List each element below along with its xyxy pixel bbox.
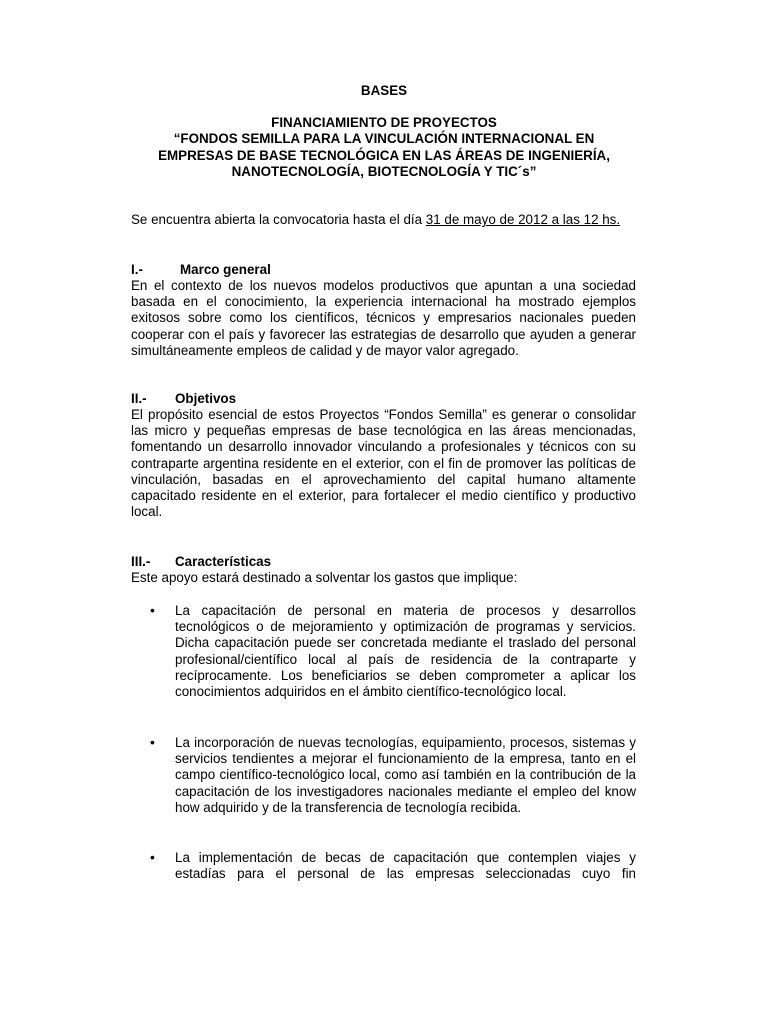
- section-3-intro: Este apoyo estará destinado a solventar los gastos que implique:: [131, 570, 518, 585]
- title-line-3: NANOTECNOLOGÍA, BIOTECNOLOGÍA Y TIC´s”: [231, 164, 537, 179]
- section-3-number: III.-: [131, 554, 151, 569]
- bases-heading: BASES: [360, 83, 408, 98]
- bullet-icon: •: [150, 602, 155, 618]
- deadline-date: 31 de mayo de 2012 a las 12 hs.: [425, 212, 621, 227]
- title-line-2: EMPRESAS DE BASE TECNOLÓGICA EN LAS ÁREAS DE INGENIERÍA,: [158, 148, 610, 163]
- section-2-body: El propósito esencial de estos Proyectos “Fondos Semilla” es generar o consolidar las micro y pequeñas empresas de base tecnológica en las áreas mencionadas, fomentando un desarrollo innovador vinculando a profesionales y técnicos con su contraparte argentina residente en el exterior, con el fin de promover las políticas de vinculación, basadas en el aprovechamiento del capital humano altamente capacitado residente en el exterior, para fortalecer el medio científico y productivo local.: [131, 407, 636, 520]
- section-2-number: II.-: [131, 391, 147, 406]
- section-1-body: En el contexto de los nuevos modelos productivos que apuntan a una sociedad basada en el conocimiento, la experiencia internacional ha mostrado ejemplos exitosos sobre como los científicos, técnicos y empresarios nacionales pueden cooperar con el país y favorecer las estrategias de desarrollo que ayuden a generar simultáneamente empleos de calidad y de mayor valor agregado.: [131, 278, 636, 358]
- bullet-icon: •: [150, 734, 155, 750]
- financiamiento-heading: FINANCIAMIENTO DE PROYECTOS: [271, 115, 497, 130]
- intro-text: Se encuentra abierta la convocatoria hasta el día: [131, 212, 426, 227]
- section-3-title: Características: [175, 554, 272, 569]
- section-1-number: I.-: [131, 262, 143, 277]
- section-1-title: Marco general: [180, 262, 271, 277]
- bullet-icon: •: [150, 849, 155, 865]
- list-item: La capacitación de personal en materia de procesos y desarrollos tecnológicos o de mejoramiento y optimización de programas y servicios. Dicha capacitación puede ser concretada mediante el traslado del personal profesional/científico local al país de residencia de la contraparte y recíprocamente. Los beneficiarios se deben comprometer a aplicar los conocimientos adquiridos en el ámbito científico-tecnológico local.: [175, 603, 636, 700]
- list-item: La implementación de becas de capacitación que contemplen viajes y estadías para el personal de las empresas seleccionadas cuyo fin: [175, 850, 636, 882]
- section-2-title: Objetivos: [175, 391, 237, 406]
- intro-paragraph: [131, 212, 651, 228]
- list-item: La incorporación de nuevas tecnologías, equipamiento, procesos, sistemas y servicios tendientes a mejorar el funcionamiento de la empresa, tanto en el campo científico-tecnológico local, como así también en la contribución de la capacitación de los investigadores nacionales mediante el empleo del know how adquirido y de la transferencia de tecnología recibida.: [175, 735, 636, 815]
- title-line-1: “FONDOS SEMILLA PARA LA VINCULACIÓN INTERNACIONAL EN: [173, 131, 595, 146]
